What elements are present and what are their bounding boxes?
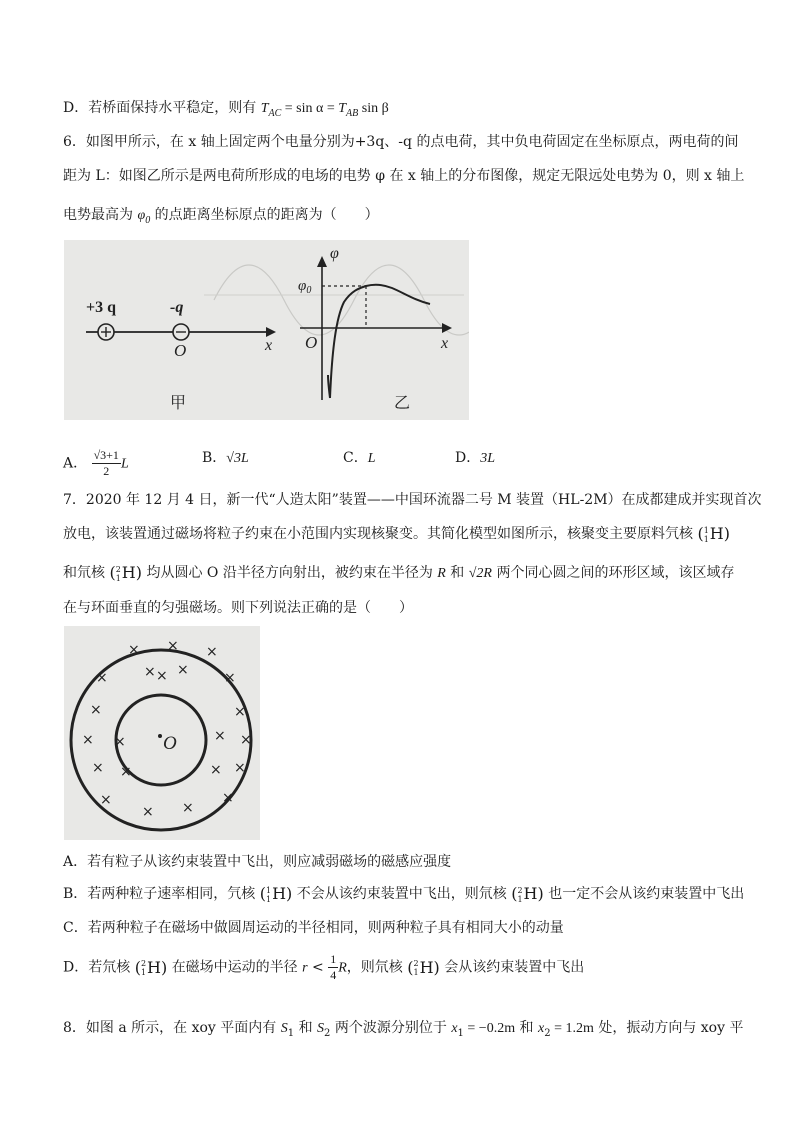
field-cross-icon: × bbox=[167, 638, 179, 654]
field-cross-icon: × bbox=[240, 732, 252, 748]
field-cross-icon: × bbox=[100, 792, 112, 808]
iso-h1: (1 1H) bbox=[697, 524, 730, 544]
q5-option-d: D．若桥面保持水平稳定，则有 $T_{AC} = \sin \alpha = T_{AB}$ sin β bbox=[63, 100, 389, 119]
center-point bbox=[158, 734, 162, 738]
label-x-right: x bbox=[441, 335, 449, 352]
q7-option-a: A．若有粒子从该约束装置中飞出，则应减弱磁场的磁感应强度 bbox=[63, 854, 452, 870]
label-origin-right: O bbox=[305, 333, 318, 352]
q7-option-b: B．若两种粒子速率相同，氕核 (1 1H) 不会从该约束装置中飞出，则氘核 (2 1H) 也一定不会从该约束装置中飞出 bbox=[63, 884, 745, 904]
label-phi-axis: φ bbox=[330, 245, 339, 262]
field-cross-icon: × bbox=[96, 670, 108, 686]
q6-stem-line3: 电势最高为 $\varphi_0$ 的点距离坐标原点的距离为（ ） bbox=[63, 207, 379, 226]
field-cross-icon: × bbox=[210, 762, 222, 778]
q7-stem-line4: 在与环面垂直的匀强磁场。则下列说法正确的是（ ） bbox=[63, 600, 413, 616]
q6-stem-line1: 6．如图甲所示，在 x 轴上固定两个电量分别为+3q、-q 的点电荷，其中负电荷固定在坐标原点，两电荷的间 bbox=[63, 134, 739, 150]
field-cross-icon: × bbox=[82, 732, 94, 748]
q7-stem-line3: 和氘核 (2 1H) 均从圆心 O 沿半径方向射出，被约束在半径为 R 和 √2R 两个同心圆之间的环形区域，该区域存 bbox=[63, 563, 735, 583]
print-through-curve bbox=[214, 265, 469, 335]
field-cross-icon: × bbox=[206, 644, 218, 660]
q7-stem-line2: 放电，该装置通过磁场将粒子约束在小范围内实现核聚变。其简化模型如图所示，核聚变主要原料氕核 (1 1H) bbox=[63, 524, 730, 544]
field-cross-icon: × bbox=[142, 804, 154, 820]
q6-figure bbox=[64, 240, 469, 420]
q7-figure-svg bbox=[64, 626, 260, 840]
q7-option-c: C．若两种粒子在磁场中做圆周运动的半径相同，则两种粒子具有相同大小的动量 bbox=[63, 920, 564, 936]
q6-option-d: D．3L bbox=[455, 450, 496, 466]
q6-option-c: C．L bbox=[343, 450, 376, 466]
q6-phi-axis-arrow bbox=[317, 256, 327, 267]
q6-option-b: B．√3L bbox=[202, 450, 249, 466]
field-cross-icon: × bbox=[222, 790, 234, 806]
field-cross-icon: × bbox=[144, 664, 156, 680]
label-phi0: $\varphi_0$ bbox=[298, 278, 312, 296]
label-positive-charge: +3 q bbox=[86, 299, 117, 316]
q6-option-a: A． $\frac{√3+1}{2}$ L bbox=[63, 448, 129, 478]
magnetic-field-crosses bbox=[82, 638, 252, 820]
field-cross-icon: × bbox=[182, 800, 194, 816]
field-cross-icon: × bbox=[177, 662, 189, 678]
q5-formula: $T_{AC} = \sin \alpha = T_{AB}$ sin β bbox=[260, 101, 389, 119]
q6-option-a-fraction: $\frac{√3+1}{2}$ bbox=[93, 448, 119, 478]
field-cross-icon: × bbox=[90, 702, 102, 718]
label-yi: 乙 bbox=[394, 393, 411, 412]
field-cross-icon: × bbox=[234, 704, 246, 720]
q6-figure-svg bbox=[64, 240, 469, 420]
label-jia: 甲 bbox=[170, 393, 187, 412]
field-cross-icon: × bbox=[214, 728, 226, 744]
field-cross-icon: × bbox=[114, 734, 126, 750]
q7-option-d: D．若氘核 (2 1H) 在磁场中运动的半径 r < $\frac{1}{4}$ R，则氘核 (2 1H) 会从该约束装置中飞出 bbox=[63, 952, 585, 982]
field-cross-icon: × bbox=[156, 668, 168, 684]
q8-stem-line1: 8．如图 a 所示，在 xoy 平面内有 $S_1$ 和 $S_2$ 两个波源分别位于 $x_1 = -0.2m$ 和 $x_2 = 1.2m$ 处，振动方向与 xoy 平 bbox=[63, 1020, 744, 1039]
label-negative-charge: -q bbox=[170, 299, 184, 316]
field-cross-icon: × bbox=[92, 760, 104, 776]
label-x-left: x bbox=[265, 337, 273, 354]
label-origin-left: O bbox=[174, 341, 187, 360]
field-cross-icon: × bbox=[224, 670, 236, 686]
field-cross-icon: × bbox=[128, 642, 140, 658]
field-cross-icon: × bbox=[234, 760, 246, 776]
q6-stem-line2: 距为 L：如图乙所示是两电荷所形成的电场的电势 φ 在 x 轴上的分布图像，规定无限远处电势为 0，则 x 轴上 bbox=[63, 168, 745, 184]
label-center-o: O bbox=[163, 733, 177, 754]
q7-figure bbox=[64, 626, 260, 840]
q7-stem-line1: 7．2020 年 12 月 4 日，新一代“人造太阳”装置——中国环流器二号 M 装置（HL-2M）在成都建成并实现首次 bbox=[63, 492, 762, 508]
q6-potential-curve bbox=[330, 285, 430, 398]
field-cross-icon: × bbox=[120, 764, 132, 780]
iso-h2: (2 1H) bbox=[109, 563, 142, 583]
q6-left-axis-arrow bbox=[266, 327, 276, 337]
